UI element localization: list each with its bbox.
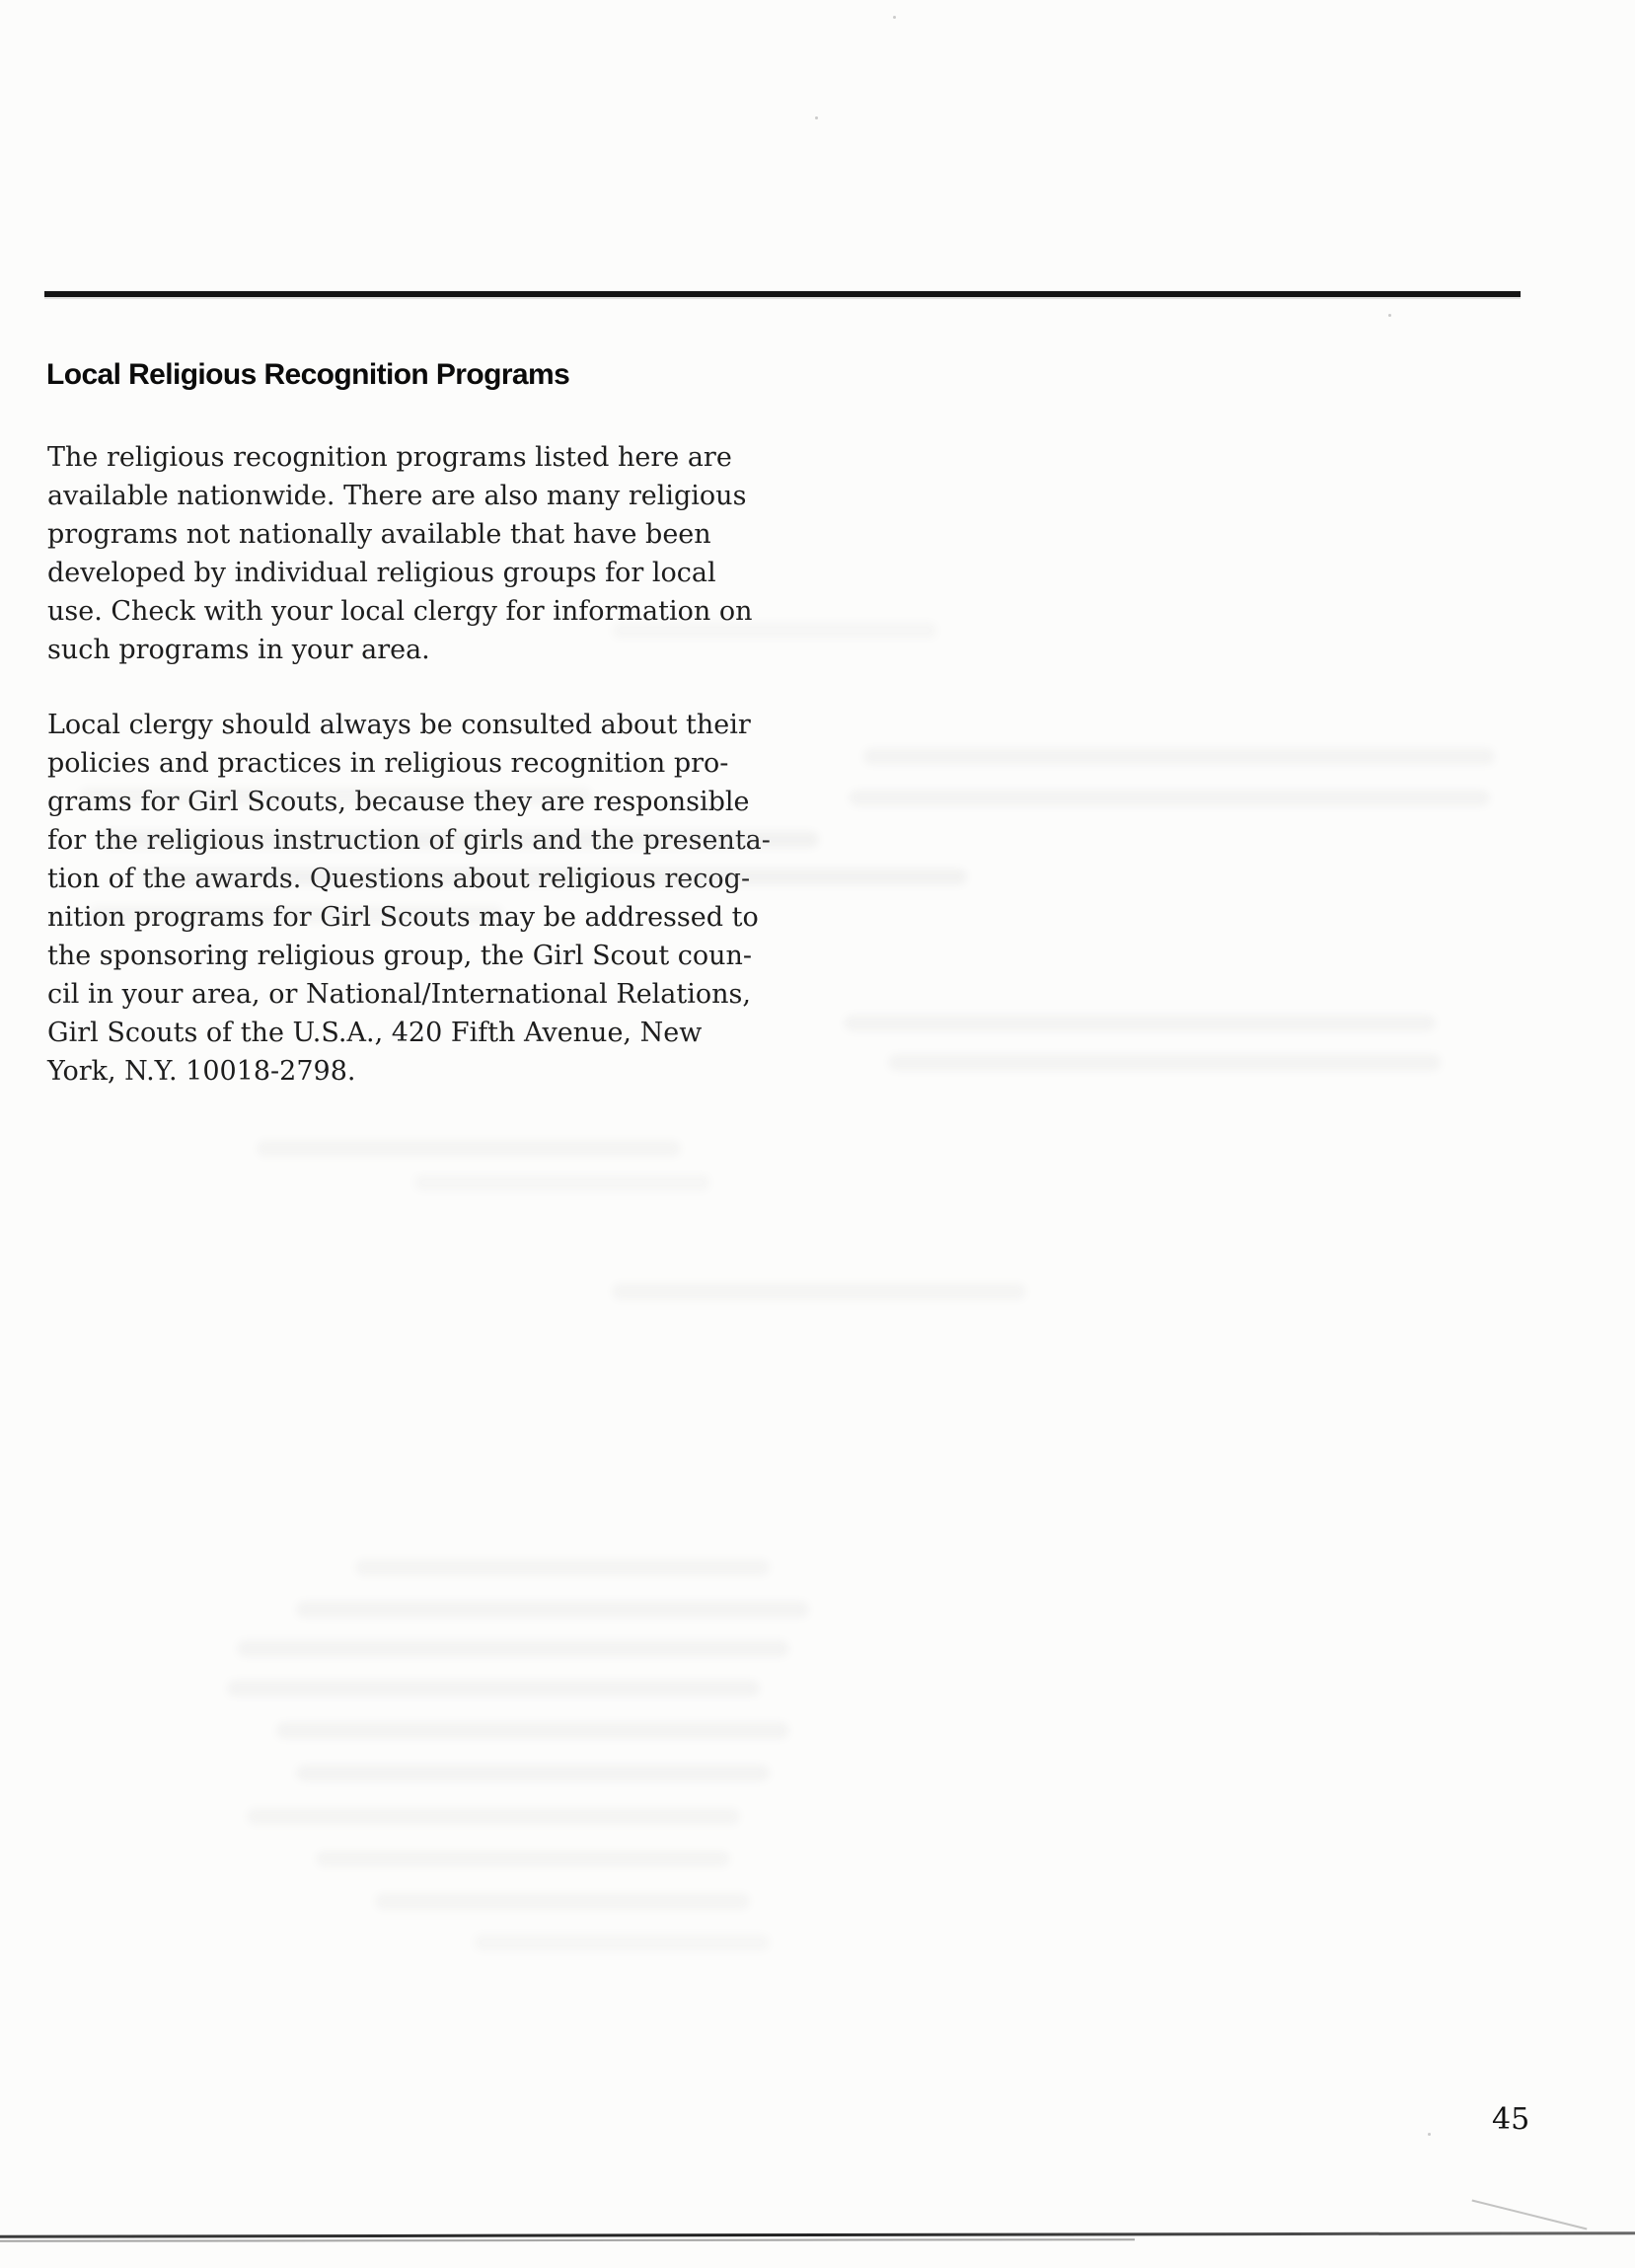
bleedthrough-artifact (355, 1559, 770, 1576)
scan-speck (815, 116, 818, 119)
text-line: Girl Scouts of the U.S.A., 420 Fifth Avenue, New (47, 1018, 703, 1048)
bleedthrough-artifact (474, 1934, 770, 1951)
bleedthrough-artifact (844, 1015, 1436, 1031)
bleedthrough-artifact (237, 1640, 789, 1657)
page-number: 45 (1492, 2102, 1530, 2137)
text-line: such programs in your area. (47, 635, 430, 665)
scan-page-edge-shadow (0, 2238, 1135, 2242)
text-line: use. Check with your local clergy for information on (47, 596, 753, 627)
scan-speck (1388, 314, 1391, 317)
text-line: developed by individual religious groups for local (47, 558, 716, 588)
text-line: available nationwide. There are also many religious (47, 481, 747, 511)
paragraph-clergy-consultation (47, 706, 817, 1091)
bleedthrough-artifact (138, 869, 967, 885)
bleedthrough-artifact (612, 1283, 1026, 1300)
text-line: York, N.Y. 10018-2798. (47, 1056, 356, 1087)
page-title: Local Religious Recognition Programs (46, 358, 570, 391)
text-line: policies and practices in religious recognition pro- (47, 748, 729, 779)
text-line: nition programs for Girl Scouts may be addressed to (47, 902, 759, 933)
section-divider-rule (44, 291, 1521, 297)
bleedthrough-artifact (316, 1851, 730, 1867)
bleedthrough-artifact (296, 1601, 809, 1618)
scan-speck (893, 16, 896, 19)
bleedthrough-artifact (79, 788, 592, 804)
text-line: Local clergy should always be consulted about their (47, 710, 751, 740)
bleedthrough-artifact (99, 831, 819, 848)
scan-page-corner (1472, 2200, 1588, 2230)
bleedthrough-artifact (612, 622, 937, 639)
bleedthrough-artifact (276, 1722, 789, 1739)
text-line: for the religious instruction of girls and the presenta- (47, 825, 771, 856)
scan-page-edge (0, 2231, 1635, 2237)
text-line: cil in your area, or National/International Relations, (47, 979, 751, 1010)
text-line: grams for Girl Scouts, because they are responsible (47, 787, 750, 817)
bleedthrough-artifact (257, 1140, 681, 1157)
bleedthrough-artifact (414, 1174, 710, 1191)
bleedthrough-artifact (863, 748, 1495, 765)
bleedthrough-artifact (296, 1765, 770, 1781)
bleedthrough-artifact (227, 1680, 760, 1697)
bleedthrough-artifact (247, 1808, 740, 1825)
text-line: tion of the awards. Questions about religious recog- (47, 864, 751, 894)
text-line: programs not nationally available that have been (47, 519, 711, 550)
bleedthrough-artifact (849, 790, 1490, 806)
bleedthrough-artifact (89, 906, 503, 923)
bleedthrough-artifact (375, 1893, 750, 1910)
text-line: the sponsoring religious group, the Girl Scout coun- (47, 941, 753, 971)
scan-speck (1428, 2133, 1431, 2136)
text-line: The religious recognition programs listed here are (47, 442, 732, 473)
bleedthrough-artifact (888, 1054, 1441, 1071)
